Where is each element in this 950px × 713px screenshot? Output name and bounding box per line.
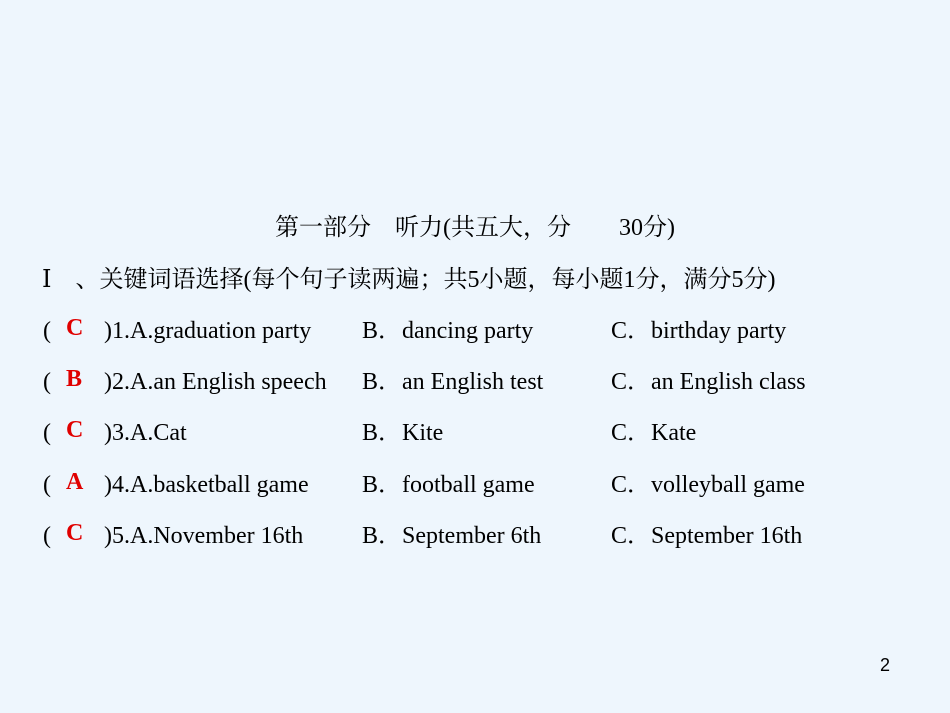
answer-paren: ( bbox=[43, 472, 51, 498]
answer-letter: C bbox=[66, 417, 84, 443]
answer-paren: ( bbox=[43, 369, 51, 395]
option-c: C．birthday party bbox=[611, 318, 787, 344]
option-b: B．dancing party bbox=[362, 318, 534, 344]
answer-paren: ( bbox=[43, 420, 51, 446]
option-c: C．volleyball game bbox=[611, 472, 805, 498]
option-b: B．an English test bbox=[362, 369, 544, 395]
answer-paren: ( bbox=[43, 523, 51, 549]
option-a: )2.A.an English speech bbox=[104, 369, 327, 395]
question-row-4 bbox=[0, 468, 950, 502]
page-number: 2 bbox=[880, 655, 891, 675]
option-c: C．Kate bbox=[611, 420, 697, 446]
question-row-1 bbox=[0, 314, 950, 348]
question-row-3 bbox=[0, 416, 950, 450]
option-b: B．Kite bbox=[362, 420, 444, 446]
page-title: 第一部分 听力(共五大，分 30分) bbox=[275, 215, 675, 241]
option-a: )1.A.graduation party bbox=[104, 318, 312, 344]
answer-letter: C bbox=[66, 315, 84, 341]
answer-paren: ( bbox=[43, 318, 51, 344]
option-a: )4.A.basketball game bbox=[104, 472, 309, 498]
option-b: B．football game bbox=[362, 472, 535, 498]
answer-letter: B bbox=[66, 366, 83, 392]
question-row-2 bbox=[0, 365, 950, 399]
section-heading: Ⅰ 、关键词语选择(每个句子读两遍；共5小题，每小题1分，满分5分) bbox=[42, 267, 776, 293]
option-b: B．September 6th bbox=[362, 523, 542, 549]
option-a: )5.A.November 16th bbox=[104, 523, 304, 549]
question-row-5 bbox=[0, 519, 950, 553]
answer-letter: A bbox=[66, 469, 84, 495]
answer-letter: C bbox=[66, 520, 84, 546]
option-c: C．September 16th bbox=[611, 523, 803, 549]
option-a: )3.A.Cat bbox=[104, 420, 187, 446]
option-c: C．an English class bbox=[611, 369, 806, 395]
